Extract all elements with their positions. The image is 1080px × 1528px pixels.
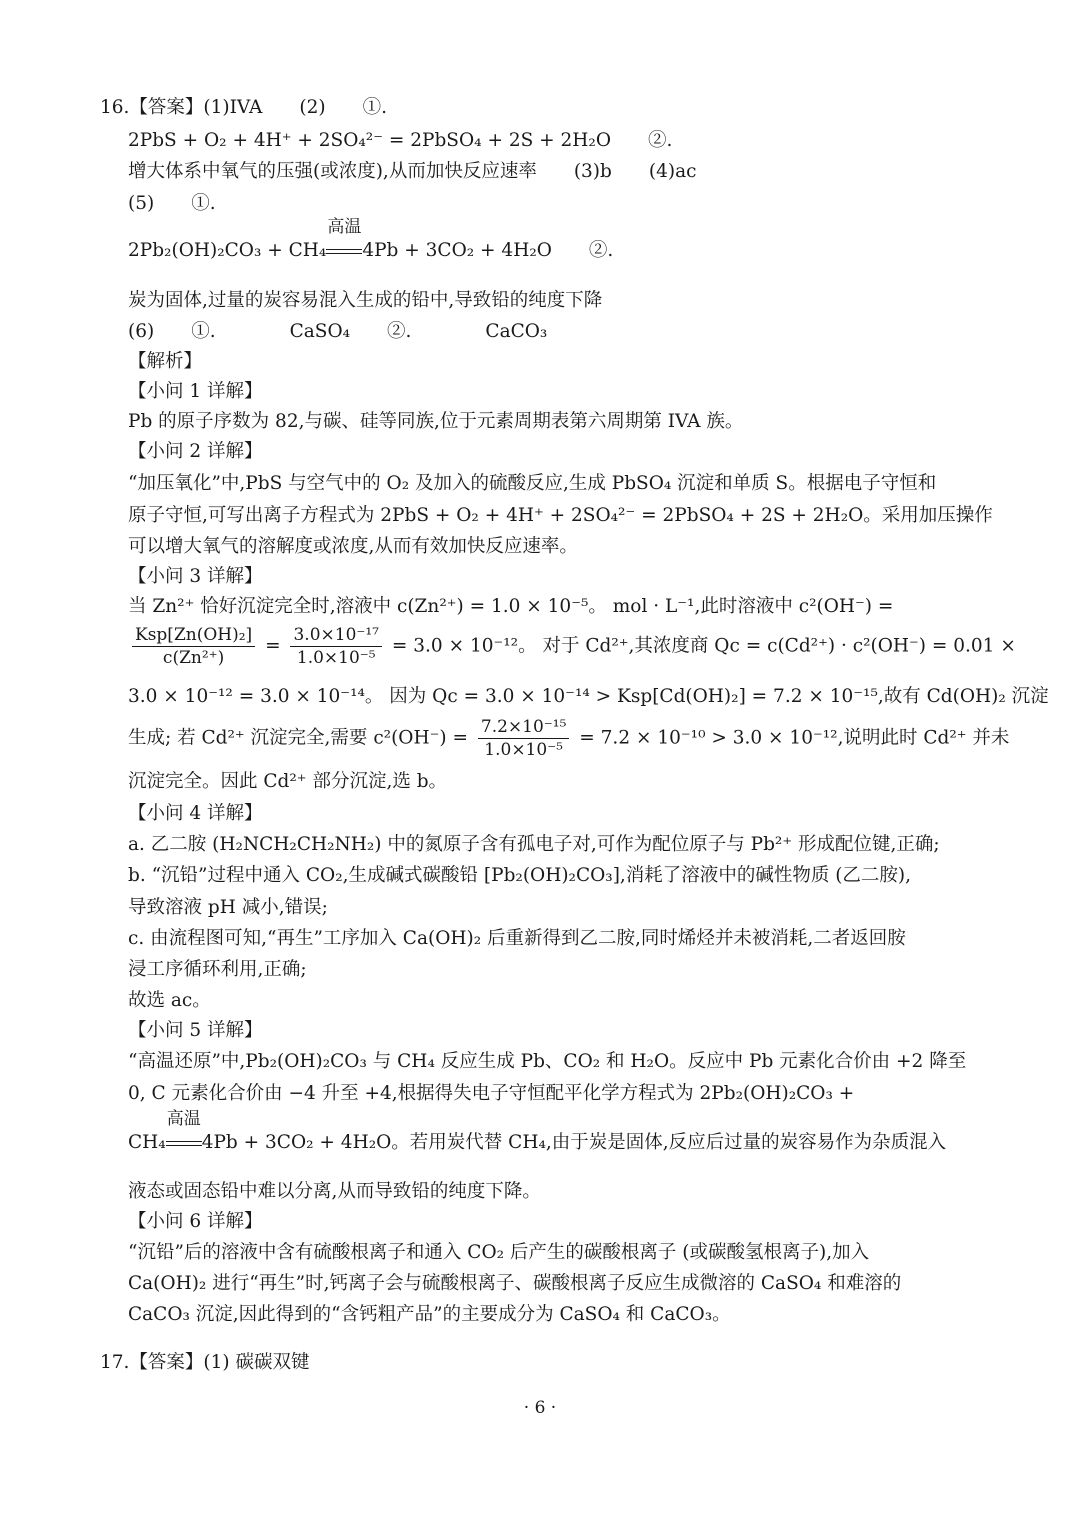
sub6-line-1: “沉铅”后的溶液中含有硫酸根离子和通入 CO₂ 后产生的碳酸根离子 (或碳酸氢根离子),加入 — [128, 1242, 870, 1263]
sub3-line-4-tail: = 7.2 × 10⁻¹⁰ > 3.0 × 10⁻¹²,说明此时 Cd²⁺ 并未 — [579, 727, 1010, 749]
sub5-line-3-head: CH₄ — [128, 1132, 166, 1153]
ksp-fraction-denominator: c(Zn²⁺) — [162, 648, 225, 668]
sub3-line-5: 沉淀完全。因此 Cd²⁺ 部分沉淀,选 b。 — [128, 771, 448, 792]
sub5-line-3 — [128, 1109, 947, 1156]
q17-answer-head: 17.【答案】(1) 碳碳双键 — [100, 1352, 310, 1373]
sub4-option-c-2: 浸工序循环利用,正确; — [128, 959, 307, 980]
value-fraction — [290, 624, 382, 669]
value-fraction-numerator: 3.0×10⁻¹⁷ — [290, 624, 382, 647]
sub4-option-b-1: b. “沉铅”过程中通入 CO₂,生成碱式碳酸铅 [Pb₂(OH)₂CO₃],消耗了溶液中的碱性物质 (乙二胺), — [128, 865, 912, 886]
ksp-fraction-numerator: Ksp[Zn(OH)₂] — [132, 624, 255, 647]
complete-fraction — [478, 716, 570, 761]
page-number: · 6 · — [523, 1398, 557, 1418]
q16-equation-1: 2PbS + O₂ + 4H⁺ + 2SO₄²⁻ = 2PbSO₄ + 2S + 2H₂O ②. — [128, 130, 673, 151]
q16-answer-head: 16.【答案】(1)IVA (2) ①. — [100, 97, 387, 118]
sub2-line-1: “加压氧化”中,PbS 与空气中的 O₂ 及加入的硫酸反应,生成 PbSO₄ 沉淀和单质 S。根据电子守恒和 — [128, 473, 937, 494]
eq2-right: 4Pb + 3CO₂ + 4H₂O ②. — [362, 240, 614, 261]
sub3-line-2-tail: = 3.0 × 10⁻¹²。 对于 Cd²⁺,其浓度商 Qc = c(Cd²⁺) · c²(OH⁻) = 0.01 × — [391, 635, 1016, 657]
eq2-condition — [326, 217, 362, 264]
sub5-title: 【小问 5 详解】 — [128, 1020, 263, 1041]
sub3-line-2 — [128, 624, 1016, 669]
eq2-condition-text: 高温 — [327, 217, 362, 237]
sub4-title: 【小问 4 详解】 — [128, 803, 263, 824]
sub3-title: 【小问 3 详解】 — [128, 566, 263, 587]
sub5-condition — [166, 1109, 202, 1156]
sub4-conclusion: 故选 ac。 — [128, 990, 211, 1011]
sub5-line-4: 液态或固态铅中难以分离,从而导致铅的纯度下降。 — [128, 1181, 541, 1202]
sub5-line-3-tail: 4Pb + 3CO₂ + 4H₂O。若用炭代替 CH₄,由于炭是固体,反应后过量的炭容易作为杂质混入 — [201, 1132, 947, 1153]
sub5-double-line — [166, 1141, 202, 1146]
eq2-double-line — [326, 249, 362, 254]
sub3-line-3: 3.0 × 10⁻¹² = 3.0 × 10⁻¹⁴。 因为 Qc = 3.0 × 10⁻¹⁴ > Ksp[Cd(OH)₂] = 7.2 × 10⁻¹⁵,故有 Cd(OH)₂ 沉淀 — [128, 686, 1049, 707]
sub2-line-3: 可以增大氧气的溶解度或浓度,从而有效加快反应速率。 — [128, 536, 578, 557]
sub2-line-2: 原子守恒,可写出离子方程式为 2PbS + O₂ + 4H⁺ + 2SO₄²⁻ = 2PbSO₄ + 2S + 2H₂O。采用加压操作 — [128, 505, 993, 526]
complete-fraction-numerator: 7.2×10⁻¹⁵ — [478, 716, 570, 739]
sub5-line-2: 0, C 元素化合价由 −4 升至 +4,根据得失电子守恒配平化学方程式为 2Pb₂(OH)₂CO₃ + — [128, 1083, 855, 1104]
sub6-line-2: Ca(OH)₂ 进行“再生”时,钙离子会与硫酸根离子、碳酸根离子反应生成微溶的 CaSO₄ 和难溶的 — [128, 1273, 902, 1294]
sub5-condition-text: 高温 — [166, 1109, 201, 1129]
q16-line-6: 炭为固体,过量的炭容易混入生成的铅中,导致铅的纯度下降 — [128, 290, 603, 311]
sub6-line-3: CaCO₃ 沉淀,因此得到的“含钙粗产品”的主要成分为 CaSO₄ 和 CaCO₃。 — [128, 1304, 731, 1325]
sub5-line-1: “高温还原”中,Pb₂(OH)₂CO₃ 与 CH₄ 反应生成 Pb、CO₂ 和 H₂O。反应中 Pb 元素化合价由 +2 降至 — [128, 1051, 967, 1072]
sub4-option-c-1: c. 由流程图可知,“再生”工序加入 Ca(OH)₂ 后重新得到乙二胺,同时烯烃并未被消耗,二者返回胺 — [128, 928, 906, 949]
q16-line-3: 增大体系中氧气的压强(或浓度),从而加快反应速率 (3)b (4)ac — [128, 161, 697, 182]
eq2-left: 2Pb₂(OH)₂CO₃ + CH₄ — [128, 240, 327, 261]
sub4-option-a: a. 乙二胺 (H₂NCH₂CH₂NH₂) 中的氮原子含有孤电子对,可作为配位原子与 Pb²⁺ 形成配位键,正确; — [128, 834, 940, 855]
sub3-line-4-head: 生成; 若 Cd²⁺ 沉淀完全,需要 c²(OH⁻) = — [128, 727, 468, 749]
analysis-heading: 【解析】 — [128, 351, 203, 372]
sub3-line-4 — [128, 716, 1009, 761]
sub6-title: 【小问 6 详解】 — [128, 1211, 263, 1232]
sub2-title: 【小问 2 详解】 — [128, 441, 263, 462]
sub3-equals: = — [265, 635, 281, 657]
sub1-text: Pb 的原子序数为 82,与碳、硅等同族,位于元素周期表第六周期第 IVA 族。 — [128, 411, 744, 432]
sub1-title: 【小问 1 详解】 — [128, 381, 263, 402]
sub3-line-1: 当 Zn²⁺ 恰好沉淀完全时,溶液中 c(Zn²⁺) = 1.0 × 10⁻⁵。 mol · L⁻¹,此时溶液中 c²(OH⁻) = — [128, 596, 894, 617]
complete-fraction-denominator: 1.0×10⁻⁵ — [484, 740, 563, 760]
q16-line-7: (6) ①. CaSO₄ ②. CaCO₃ — [128, 321, 548, 342]
value-fraction-denominator: 1.0×10⁻⁵ — [296, 648, 376, 668]
sub4-option-b-2: 导致溶液 pH 减小,错误; — [128, 897, 328, 918]
ksp-fraction — [132, 624, 255, 669]
q16-line-4: (5) ①. — [128, 193, 216, 214]
q16-equation-2 — [128, 217, 614, 264]
